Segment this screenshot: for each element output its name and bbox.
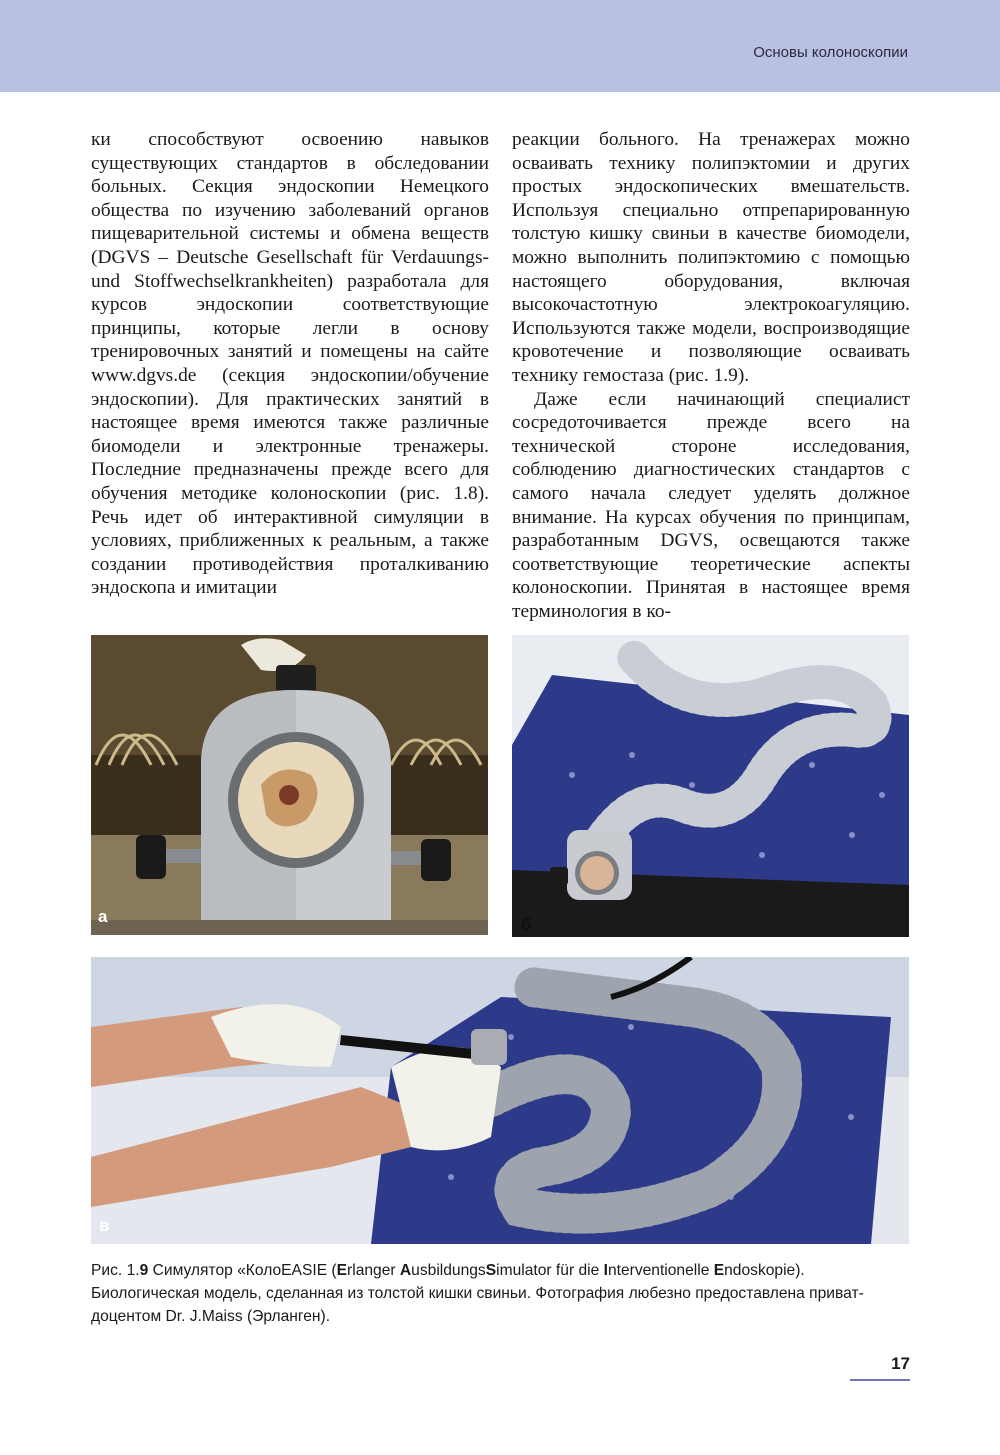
photo-c-label: в bbox=[99, 1216, 110, 1235]
caption-word: ndoskopie). bbox=[724, 1262, 805, 1279]
right-paragraph-1: реакции больного. На тренажерах можно осваивать технику полипэктомии и других простых эндоскопических вмешательств. Используя специально отпрепарированную толстую кишку свиньи в качестве биомодели, можно выполнить полипэктомию с помощью настоящего оборудования, включая высокочастотную электрокоагуляцию. Используются также модели, воспроизводящие кровотечение и позволяющие осваивать технику гемостаза (рис. 1.9). bbox=[512, 129, 910, 386]
caption-initial: E bbox=[336, 1262, 348, 1279]
caption-initial: E bbox=[713, 1262, 725, 1279]
caption-description: Биологическая модель, сделанная из толстой кишки свиньи. Фотография любезно предоставлена приват-доцентом Dr. J.Maiss (Эрланген). bbox=[91, 1285, 864, 1325]
caption-initial: A bbox=[399, 1262, 412, 1279]
caption-fig-prefix: Рис. 1. bbox=[91, 1262, 140, 1279]
caption-initial: S bbox=[485, 1262, 497, 1279]
photo-b-simulator-board bbox=[512, 635, 909, 937]
caption-fig-number: 9 bbox=[139, 1262, 149, 1279]
caption-word: rlanger bbox=[347, 1262, 400, 1279]
caption-word: imulator für die bbox=[496, 1262, 604, 1279]
left-paragraph: ки способствуют освоению навыков существующих стандартов в обследовании больных. Секция эндоскопии Немецкого общества по изучению заболеваний органов пищеварительной системы и обмена веществ (DGVS – Deutsche Gesellschaft für Verdauungs- und Stoffwechselkrankheiten) разработала для курсов эндоскопии соответствующие принципы, которые легли в основу тренировочных занятий и помещены на сайте www.dgvs.de (секция эндоскопии/обучение эндоскопии). Для практических занятий в настоящее время имеются также различные биомодели и электронные тренажеры. Последние предназначены прежде всего для обучения методике колоноскопии (рис. 1.8). Речь идет об интерактивной симуляции в условиях, приближенных к реальным, а также создании противодействия проталкиванию эндоскопа и имитации bbox=[91, 129, 489, 599]
page-number-rule bbox=[850, 1379, 910, 1381]
caption-word: nterventionelle bbox=[607, 1262, 714, 1279]
photo-a-simulator-front bbox=[91, 635, 488, 935]
caption-word: usbildungs bbox=[411, 1262, 486, 1279]
photo-a-label: а bbox=[98, 907, 108, 926]
figure-caption bbox=[91, 1259, 911, 1328]
right-paragraph-2: Даже если начинающий специалист сосредоточивается прежде всего на технической стороне исследования, соблюдению диагностических стандартов с самого начала следует уделять должное внимание. На курсах обучения по принципам, разработанным DGVS, освещаются также соответствующие теоретические аспекты колоноскопии. Принятая в настоящее время терминология в ко- bbox=[512, 388, 910, 622]
photo-b-label: б bbox=[521, 915, 532, 934]
caption-sim-name: Симулятор «КолоEASIE ( bbox=[148, 1262, 337, 1279]
header-band bbox=[0, 0, 1000, 92]
left-column bbox=[91, 128, 489, 600]
caption-initial: I bbox=[603, 1262, 608, 1279]
running-title: Основы колоноскопии bbox=[753, 44, 908, 61]
photo-c-simulator-in-use bbox=[91, 957, 909, 1244]
page-number: 17 bbox=[891, 1354, 910, 1373]
right-column bbox=[512, 128, 910, 623]
